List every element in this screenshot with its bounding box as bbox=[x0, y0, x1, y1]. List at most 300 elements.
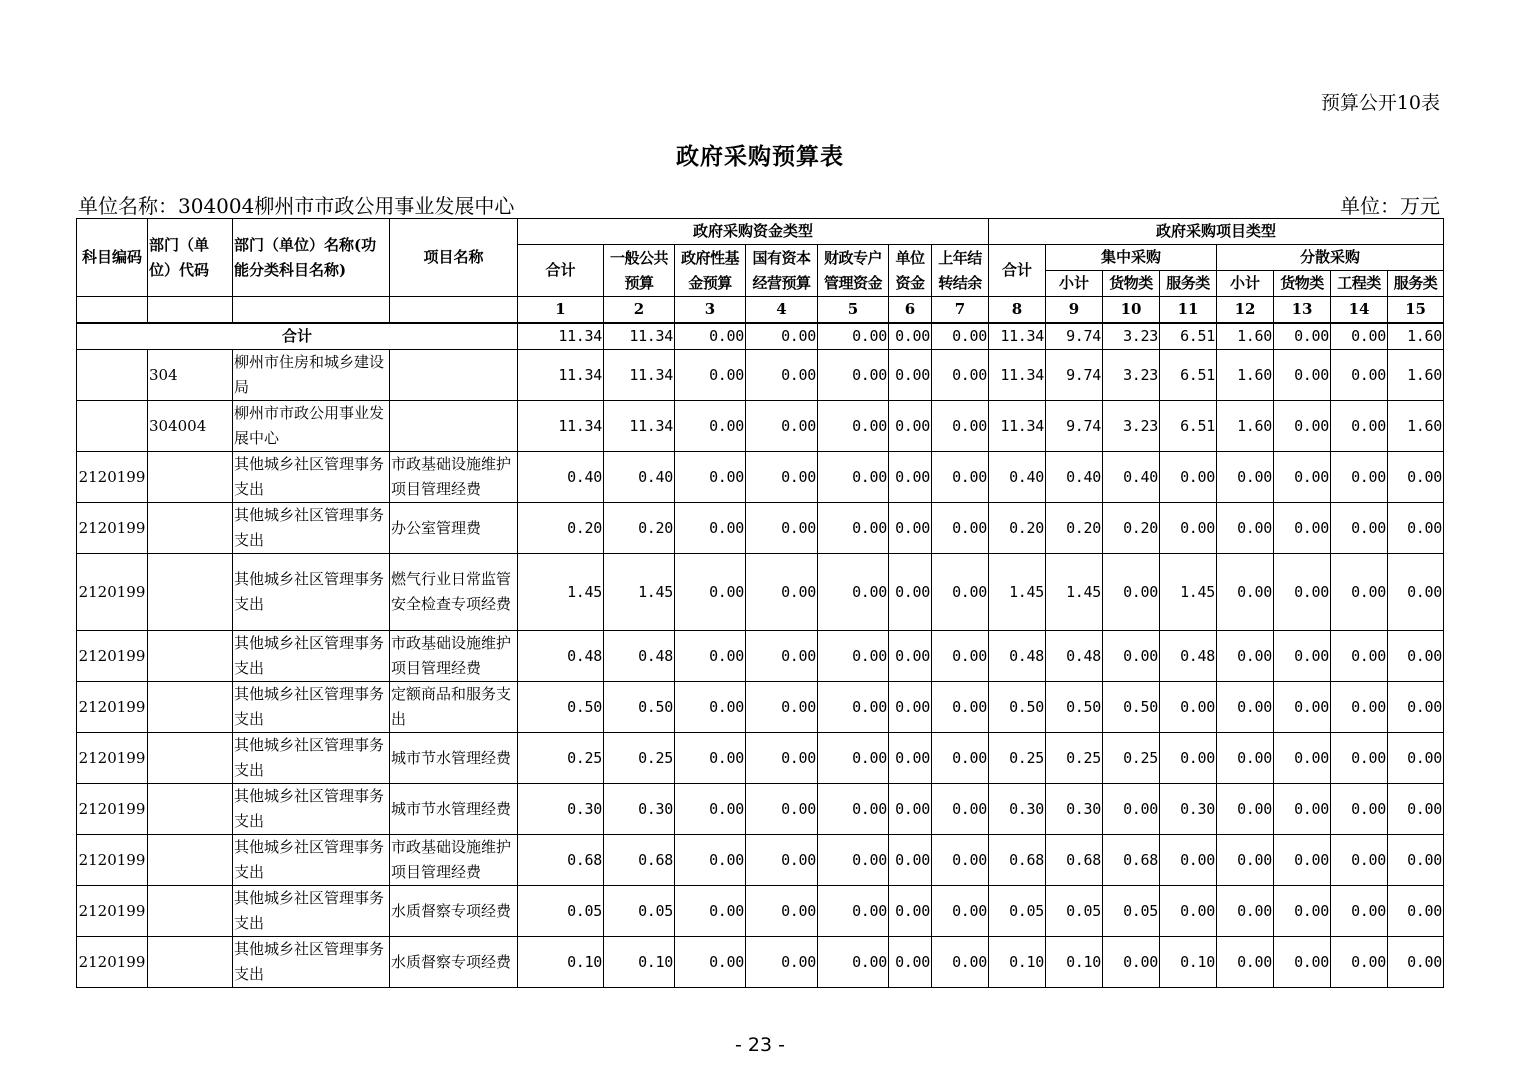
header-project-name: 项目名称 bbox=[390, 219, 518, 297]
table-row bbox=[77, 554, 1444, 631]
column-number: 6 bbox=[889, 297, 932, 324]
column-number: 9 bbox=[1046, 297, 1103, 324]
value-cell: 0.20 bbox=[604, 503, 675, 554]
project-name-cell bbox=[390, 350, 518, 401]
value-cell: 0.00 bbox=[1217, 835, 1274, 886]
value-cell: 3.23 bbox=[1103, 401, 1160, 452]
value-cell: 0.00 bbox=[746, 886, 818, 937]
value-cell: 0.00 bbox=[1388, 503, 1444, 554]
value-cell: 0.05 bbox=[1046, 886, 1103, 937]
dept-code-cell bbox=[148, 503, 233, 554]
column-number: 10 bbox=[1103, 297, 1160, 324]
value-cell: 0.20 bbox=[518, 503, 604, 554]
column-number: 4 bbox=[746, 297, 818, 324]
value-cell: 0.00 bbox=[1160, 503, 1217, 554]
page-number: - 23 - bbox=[735, 1034, 785, 1056]
value-cell: 0.00 bbox=[675, 452, 746, 503]
total-value: 0.00 bbox=[818, 323, 889, 350]
subject-code-cell: 2120199 bbox=[77, 733, 148, 784]
value-cell: 0.10 bbox=[989, 937, 1046, 988]
header-total: 合计 bbox=[518, 245, 604, 297]
value-cell: 0.50 bbox=[604, 682, 675, 733]
project-name-cell: 水质督察专项经费 bbox=[390, 886, 518, 937]
value-cell: 6.51 bbox=[1160, 350, 1217, 401]
subject-code-cell: 2120199 bbox=[77, 835, 148, 886]
column-number: 3 bbox=[675, 297, 746, 324]
value-cell: 0.50 bbox=[1046, 682, 1103, 733]
value-cell: 0.05 bbox=[989, 886, 1046, 937]
value-cell: 0.00 bbox=[1217, 503, 1274, 554]
value-cell: 0.10 bbox=[604, 937, 675, 988]
project-name-cell: 定额商品和服务支出 bbox=[390, 682, 518, 733]
value-cell: 1.60 bbox=[1388, 350, 1444, 401]
value-cell: 0.00 bbox=[889, 682, 932, 733]
value-cell: 0.00 bbox=[746, 784, 818, 835]
value-cell: 0.00 bbox=[889, 835, 932, 886]
dept-code-cell: 304 bbox=[148, 350, 233, 401]
header-subject-code: 科目编码 bbox=[77, 219, 148, 297]
value-cell: 1.45 bbox=[989, 554, 1046, 631]
value-cell: 0.00 bbox=[932, 401, 989, 452]
value-cell: 11.34 bbox=[989, 401, 1046, 452]
total-value: 11.34 bbox=[604, 323, 675, 350]
unit-name-label: 单位名称：304004柳州市市政公用事业发展中心 bbox=[78, 194, 515, 218]
subject-code-cell bbox=[77, 350, 148, 401]
project-name-cell: 水质督察专项经费 bbox=[390, 937, 518, 988]
value-cell: 0.00 bbox=[932, 937, 989, 988]
column-number: 5 bbox=[818, 297, 889, 324]
value-cell: 0.00 bbox=[1388, 784, 1444, 835]
table-row bbox=[77, 350, 1444, 401]
total-value: 9.74 bbox=[1046, 323, 1103, 350]
project-name-cell: 办公室管理费 bbox=[390, 503, 518, 554]
procurement-budget-table bbox=[76, 218, 1444, 988]
header-goods: 货物类 bbox=[1103, 271, 1160, 297]
value-cell: 0.30 bbox=[989, 784, 1046, 835]
value-cell: 0.00 bbox=[675, 733, 746, 784]
value-cell: 0.00 bbox=[746, 631, 818, 682]
value-cell: 0.00 bbox=[1388, 452, 1444, 503]
value-cell: 0.00 bbox=[818, 886, 889, 937]
value-cell: 1.45 bbox=[604, 554, 675, 631]
value-cell: 0.00 bbox=[1274, 503, 1331, 554]
value-cell: 0.00 bbox=[1331, 401, 1388, 452]
value-cell: 0.00 bbox=[746, 682, 818, 733]
value-cell: 1.60 bbox=[1388, 401, 1444, 452]
value-cell: 0.25 bbox=[604, 733, 675, 784]
value-cell: 0.00 bbox=[1160, 886, 1217, 937]
value-cell: 0.48 bbox=[1046, 631, 1103, 682]
value-cell: 0.00 bbox=[1331, 503, 1388, 554]
project-name-cell bbox=[390, 401, 518, 452]
value-cell: 0.00 bbox=[932, 733, 989, 784]
value-cell: 0.00 bbox=[818, 452, 889, 503]
project-name-cell: 市政基础设施维护项目管理经费 bbox=[390, 452, 518, 503]
column-number: 15 bbox=[1388, 297, 1444, 324]
value-cell: 0.00 bbox=[1274, 350, 1331, 401]
value-cell: 0.00 bbox=[818, 554, 889, 631]
value-cell: 0.00 bbox=[675, 554, 746, 631]
dept-code-cell bbox=[148, 937, 233, 988]
value-cell: 1.45 bbox=[518, 554, 604, 631]
value-cell: 0.00 bbox=[1388, 554, 1444, 631]
total-value: 1.60 bbox=[1217, 323, 1274, 350]
value-cell: 0.40 bbox=[1046, 452, 1103, 503]
value-cell: 0.00 bbox=[1217, 886, 1274, 937]
header-state-capital: 国有资本经营预算 bbox=[746, 245, 818, 297]
value-cell: 0.40 bbox=[989, 452, 1046, 503]
value-cell: 0.00 bbox=[932, 503, 989, 554]
value-cell: 0.68 bbox=[604, 835, 675, 886]
value-cell: 0.00 bbox=[746, 835, 818, 886]
header-dept-code: 部门（单位）代码 bbox=[148, 219, 233, 297]
value-cell: 0.05 bbox=[518, 886, 604, 937]
column-number: 14 bbox=[1331, 297, 1388, 324]
value-cell: 0.00 bbox=[1331, 452, 1388, 503]
value-cell: 0.00 bbox=[675, 631, 746, 682]
value-cell: 0.00 bbox=[1274, 554, 1331, 631]
value-cell: 0.40 bbox=[604, 452, 675, 503]
header-project-type: 政府采购项目类型 bbox=[989, 219, 1444, 245]
dept-name-cell: 柳州市住房和城乡建设局 bbox=[233, 350, 390, 401]
value-cell: 0.05 bbox=[1103, 886, 1160, 937]
value-cell: 0.00 bbox=[675, 401, 746, 452]
value-cell: 0.00 bbox=[1217, 733, 1274, 784]
value-cell: 0.00 bbox=[1274, 631, 1331, 682]
value-cell: 0.00 bbox=[1388, 835, 1444, 886]
value-cell: 0.20 bbox=[1046, 503, 1103, 554]
value-cell: 0.25 bbox=[1046, 733, 1103, 784]
value-cell: 0.48 bbox=[989, 631, 1046, 682]
value-cell: 0.00 bbox=[932, 554, 989, 631]
value-cell: 0.00 bbox=[889, 554, 932, 631]
value-cell: 0.00 bbox=[675, 682, 746, 733]
column-number: 11 bbox=[1160, 297, 1217, 324]
value-cell: 0.20 bbox=[1103, 503, 1160, 554]
value-cell: 0.00 bbox=[889, 784, 932, 835]
header-special-fund: 财政专户管理资金 bbox=[818, 245, 889, 297]
value-cell: 0.00 bbox=[1331, 886, 1388, 937]
dept-code-cell bbox=[148, 733, 233, 784]
value-cell: 0.00 bbox=[1217, 682, 1274, 733]
column-number-row bbox=[77, 297, 1444, 324]
table-row bbox=[77, 631, 1444, 682]
dept-code-cell bbox=[148, 682, 233, 733]
header-goods2: 货物类 bbox=[1274, 271, 1331, 297]
column-number: 12 bbox=[1217, 297, 1274, 324]
column-number: 1 bbox=[518, 297, 604, 324]
header-services2: 服务类 bbox=[1388, 271, 1444, 297]
project-name-cell: 城市节水管理经费 bbox=[390, 784, 518, 835]
value-cell: 0.00 bbox=[889, 886, 932, 937]
value-cell: 0.00 bbox=[746, 937, 818, 988]
value-cell: 0.00 bbox=[1160, 733, 1217, 784]
value-cell: 0.30 bbox=[604, 784, 675, 835]
dept-code-cell bbox=[148, 452, 233, 503]
project-name-cell: 市政基础设施维护项目管理经费 bbox=[390, 835, 518, 886]
value-cell: 0.00 bbox=[932, 784, 989, 835]
total-value: 0.00 bbox=[889, 323, 932, 350]
value-cell: 11.34 bbox=[518, 350, 604, 401]
header-carryover: 上年结转结余 bbox=[932, 245, 989, 297]
value-cell: 0.20 bbox=[989, 503, 1046, 554]
value-cell: 0.00 bbox=[1217, 452, 1274, 503]
dept-code-cell bbox=[148, 554, 233, 631]
header-fund-type: 政府采购资金类型 bbox=[518, 219, 989, 245]
value-cell: 0.00 bbox=[1217, 631, 1274, 682]
value-cell: 0.00 bbox=[1331, 631, 1388, 682]
header-general-budget: 一般公共预算 bbox=[604, 245, 675, 297]
value-cell: 0.30 bbox=[1160, 784, 1217, 835]
value-cell: 0.00 bbox=[1388, 886, 1444, 937]
value-cell: 0.00 bbox=[675, 503, 746, 554]
subject-code-cell: 2120199 bbox=[77, 452, 148, 503]
value-cell: 11.34 bbox=[989, 350, 1046, 401]
value-cell: 0.25 bbox=[1103, 733, 1160, 784]
value-cell: 0.00 bbox=[818, 401, 889, 452]
value-cell: 0.00 bbox=[1103, 554, 1160, 631]
subject-code-cell: 2120199 bbox=[77, 554, 148, 631]
value-cell: 0.00 bbox=[932, 835, 989, 886]
value-cell: 0.00 bbox=[818, 503, 889, 554]
total-value: 0.00 bbox=[1274, 323, 1331, 350]
value-cell: 0.00 bbox=[675, 835, 746, 886]
value-cell: 0.00 bbox=[1217, 554, 1274, 631]
value-cell: 0.00 bbox=[1274, 937, 1331, 988]
value-cell: 11.34 bbox=[604, 350, 675, 401]
value-cell: 0.50 bbox=[989, 682, 1046, 733]
header-decentralized: 分散采购 bbox=[1217, 245, 1444, 271]
header-services: 服务类 bbox=[1160, 271, 1217, 297]
dept-name-cell: 其他城乡社区管理事务支出 bbox=[233, 554, 390, 631]
value-cell: 0.00 bbox=[1274, 784, 1331, 835]
value-cell: 0.00 bbox=[932, 886, 989, 937]
value-cell: 0.25 bbox=[518, 733, 604, 784]
value-cell: 0.10 bbox=[1046, 937, 1103, 988]
value-cell: 3.23 bbox=[1103, 350, 1160, 401]
header-subtotal2: 小计 bbox=[1217, 271, 1274, 297]
total-value: 11.34 bbox=[989, 323, 1046, 350]
value-cell: 0.00 bbox=[1274, 886, 1331, 937]
dept-code-cell: 304004 bbox=[148, 401, 233, 452]
value-cell: 0.00 bbox=[675, 886, 746, 937]
header-subtotal: 小计 bbox=[1046, 271, 1103, 297]
table-row bbox=[77, 937, 1444, 988]
value-cell: 0.00 bbox=[818, 733, 889, 784]
subject-code-cell: 2120199 bbox=[77, 886, 148, 937]
subject-code-cell: 2120199 bbox=[77, 503, 148, 554]
total-value: 0.00 bbox=[1331, 323, 1388, 350]
dept-name-cell: 柳州市市政公用事业发展中心 bbox=[233, 401, 390, 452]
project-name-cell: 市政基础设施维护项目管理经费 bbox=[390, 631, 518, 682]
value-cell: 0.25 bbox=[989, 733, 1046, 784]
value-cell: 0.00 bbox=[1103, 937, 1160, 988]
value-cell: 11.34 bbox=[604, 401, 675, 452]
value-cell: 0.40 bbox=[518, 452, 604, 503]
value-cell: 0.00 bbox=[818, 350, 889, 401]
dept-code-cell bbox=[148, 784, 233, 835]
value-cell: 6.51 bbox=[1160, 401, 1217, 452]
table-row bbox=[77, 784, 1444, 835]
value-cell: 0.00 bbox=[818, 682, 889, 733]
value-cell: 0.00 bbox=[1103, 631, 1160, 682]
value-cell: 1.45 bbox=[1160, 554, 1217, 631]
value-cell: 0.00 bbox=[1160, 452, 1217, 503]
value-cell: 0.00 bbox=[1103, 784, 1160, 835]
value-cell: 0.00 bbox=[1274, 401, 1331, 452]
value-cell: 1.60 bbox=[1217, 401, 1274, 452]
column-number: 8 bbox=[989, 297, 1046, 324]
value-cell: 9.74 bbox=[1046, 350, 1103, 401]
total-value: 6.51 bbox=[1160, 323, 1217, 350]
dept-name-cell: 其他城乡社区管理事务支出 bbox=[233, 733, 390, 784]
total-value: 0.00 bbox=[746, 323, 818, 350]
value-cell: 0.00 bbox=[746, 401, 818, 452]
total-label: 合计 bbox=[77, 323, 518, 350]
value-cell: 0.00 bbox=[1331, 784, 1388, 835]
page-title: 政府采购预算表 bbox=[676, 143, 844, 170]
value-cell: 0.00 bbox=[746, 503, 818, 554]
value-cell: 0.00 bbox=[889, 401, 932, 452]
header-unit-fund: 单位资金 bbox=[889, 245, 932, 297]
table-row bbox=[77, 503, 1444, 554]
dept-name-cell: 其他城乡社区管理事务支出 bbox=[233, 452, 390, 503]
value-cell: 0.00 bbox=[1331, 350, 1388, 401]
value-cell: 0.00 bbox=[1217, 784, 1274, 835]
value-cell: 11.34 bbox=[518, 401, 604, 452]
value-cell: 0.50 bbox=[518, 682, 604, 733]
total-value: 0.00 bbox=[932, 323, 989, 350]
value-cell: 0.00 bbox=[818, 631, 889, 682]
table-row bbox=[77, 835, 1444, 886]
value-cell: 0.00 bbox=[1160, 682, 1217, 733]
value-cell: 0.00 bbox=[1388, 631, 1444, 682]
dept-name-cell: 其他城乡社区管理事务支出 bbox=[233, 682, 390, 733]
value-cell: 1.60 bbox=[1217, 350, 1274, 401]
value-cell: 0.00 bbox=[932, 682, 989, 733]
value-cell: 0.00 bbox=[889, 350, 932, 401]
value-cell: 0.00 bbox=[932, 452, 989, 503]
value-cell: 0.00 bbox=[1331, 733, 1388, 784]
total-value: 3.23 bbox=[1103, 323, 1160, 350]
dept-name-cell: 其他城乡社区管理事务支出 bbox=[233, 631, 390, 682]
dept-name-cell: 其他城乡社区管理事务支出 bbox=[233, 503, 390, 554]
value-cell: 0.50 bbox=[1103, 682, 1160, 733]
value-cell: 0.68 bbox=[1046, 835, 1103, 886]
value-cell: 0.00 bbox=[746, 554, 818, 631]
value-cell: 0.00 bbox=[1388, 733, 1444, 784]
currency-unit-label: 单位：万元 bbox=[1340, 194, 1440, 218]
value-cell: 0.00 bbox=[889, 452, 932, 503]
value-cell: 0.10 bbox=[1160, 937, 1217, 988]
total-value: 1.60 bbox=[1388, 323, 1444, 350]
value-cell: 0.00 bbox=[1160, 835, 1217, 886]
column-number: 2 bbox=[604, 297, 675, 324]
header-total2: 合计 bbox=[989, 245, 1046, 297]
header-engineering: 工程类 bbox=[1331, 271, 1388, 297]
total-row bbox=[77, 323, 1444, 350]
table-row bbox=[77, 682, 1444, 733]
value-cell: 0.00 bbox=[675, 350, 746, 401]
subject-code-cell: 2120199 bbox=[77, 682, 148, 733]
value-cell: 0.05 bbox=[604, 886, 675, 937]
value-cell: 0.40 bbox=[1103, 452, 1160, 503]
value-cell: 0.00 bbox=[889, 503, 932, 554]
subject-code-cell bbox=[77, 401, 148, 452]
value-cell: 0.00 bbox=[889, 733, 932, 784]
value-cell: 0.00 bbox=[889, 631, 932, 682]
value-cell: 0.00 bbox=[818, 784, 889, 835]
value-cell: 0.00 bbox=[746, 733, 818, 784]
column-number: 13 bbox=[1274, 297, 1331, 324]
subject-code-cell: 2120199 bbox=[77, 937, 148, 988]
value-cell: 0.00 bbox=[746, 350, 818, 401]
table-row bbox=[77, 886, 1444, 937]
value-cell: 0.00 bbox=[675, 784, 746, 835]
project-name-cell: 燃气行业日常监管安全检查专项经费 bbox=[390, 554, 518, 631]
value-cell: 0.00 bbox=[818, 937, 889, 988]
dept-code-cell bbox=[148, 631, 233, 682]
value-cell: 0.00 bbox=[746, 452, 818, 503]
value-cell: 0.00 bbox=[889, 937, 932, 988]
form-number: 预算公开10表 bbox=[1320, 92, 1440, 114]
table-row bbox=[77, 401, 1444, 452]
value-cell: 0.00 bbox=[1388, 682, 1444, 733]
value-cell: 0.00 bbox=[1274, 835, 1331, 886]
value-cell: 0.00 bbox=[932, 350, 989, 401]
dept-name-cell: 其他城乡社区管理事务支出 bbox=[233, 937, 390, 988]
value-cell: 0.00 bbox=[1274, 682, 1331, 733]
value-cell: 0.00 bbox=[1274, 733, 1331, 784]
value-cell: 0.48 bbox=[604, 631, 675, 682]
dept-name-cell: 其他城乡社区管理事务支出 bbox=[233, 886, 390, 937]
value-cell: 0.30 bbox=[1046, 784, 1103, 835]
header-dept-name: 部门（单位）名称(功能分类科目名称) bbox=[233, 219, 390, 297]
value-cell: 0.00 bbox=[932, 631, 989, 682]
value-cell: 0.00 bbox=[1331, 554, 1388, 631]
value-cell: 0.00 bbox=[675, 937, 746, 988]
table-row bbox=[77, 733, 1444, 784]
subject-code-cell: 2120199 bbox=[77, 631, 148, 682]
header-gov-fund: 政府性基金预算 bbox=[675, 245, 746, 297]
value-cell: 0.00 bbox=[1331, 682, 1388, 733]
total-value: 0.00 bbox=[675, 323, 746, 350]
value-cell: 0.68 bbox=[518, 835, 604, 886]
value-cell: 0.68 bbox=[1103, 835, 1160, 886]
column-number: 7 bbox=[932, 297, 989, 324]
dept-name-cell: 其他城乡社区管理事务支出 bbox=[233, 784, 390, 835]
value-cell: 0.00 bbox=[1388, 937, 1444, 988]
total-value: 11.34 bbox=[518, 323, 604, 350]
header-centralized: 集中采购 bbox=[1046, 245, 1217, 271]
value-cell: 9.74 bbox=[1046, 401, 1103, 452]
value-cell: 1.45 bbox=[1046, 554, 1103, 631]
dept-code-cell bbox=[148, 835, 233, 886]
project-name-cell: 城市节水管理经费 bbox=[390, 733, 518, 784]
value-cell: 0.00 bbox=[1331, 835, 1388, 886]
subject-code-cell: 2120199 bbox=[77, 784, 148, 835]
value-cell: 0.68 bbox=[989, 835, 1046, 886]
value-cell: 0.48 bbox=[1160, 631, 1217, 682]
dept-name-cell: 其他城乡社区管理事务支出 bbox=[233, 835, 390, 886]
table-row bbox=[77, 452, 1444, 503]
value-cell: 0.00 bbox=[1331, 937, 1388, 988]
value-cell: 0.00 bbox=[1274, 452, 1331, 503]
value-cell: 0.00 bbox=[1217, 937, 1274, 988]
value-cell: 0.48 bbox=[518, 631, 604, 682]
value-cell: 0.00 bbox=[818, 835, 889, 886]
dept-code-cell bbox=[148, 886, 233, 937]
